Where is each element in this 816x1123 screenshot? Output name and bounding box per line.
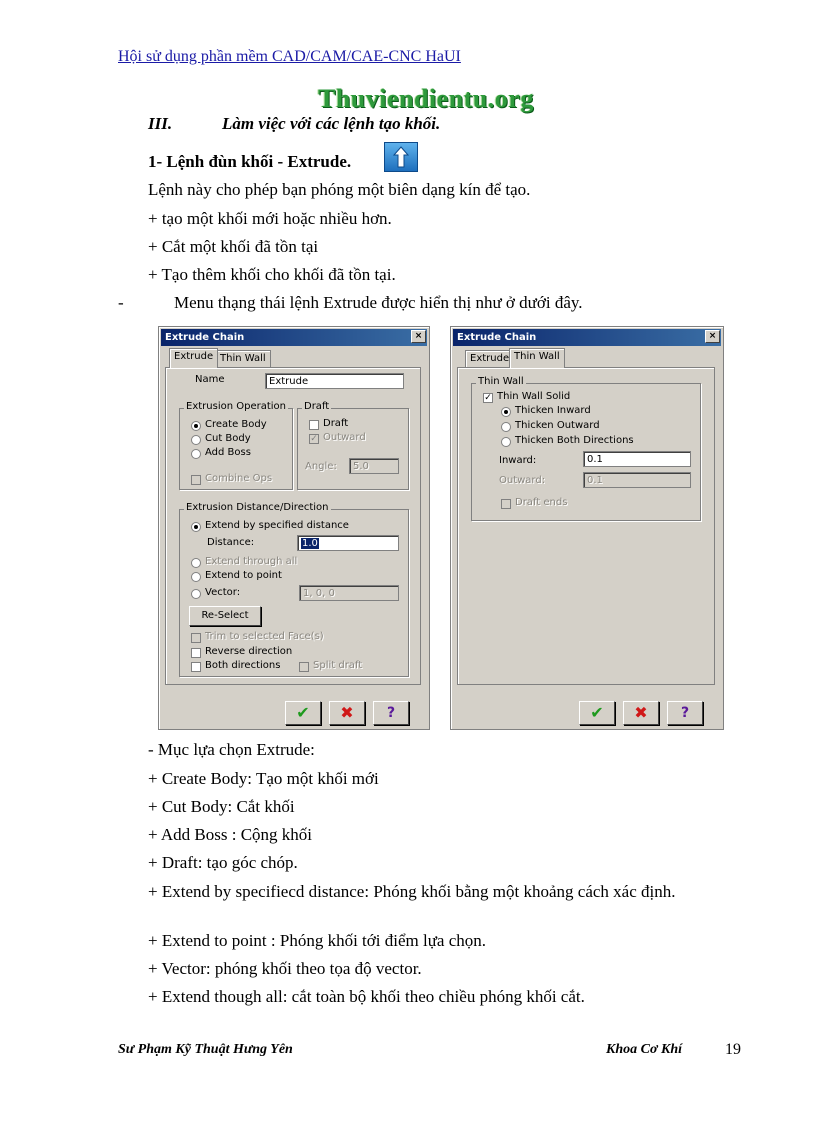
angle-input[interactable]: 5.0 [349,458,399,474]
thin-wall-solid-label: Thin Wall Solid [497,391,571,402]
trim-checkbox[interactable] [191,633,201,643]
tail-line: + Extend to point : Phóng khối tới điểm lựa chọn. [148,931,487,950]
body-line: + Add Boss : Cộng khối [148,825,313,844]
watermark-logo: Thuviendientu.org [318,84,534,113]
group-title: Draft [304,401,330,412]
dialog-title: Extrude Chain [161,329,427,346]
angle-label: Angle: [305,461,337,472]
group-title: Extrusion Operation [186,401,286,412]
thicken-outward-radio[interactable] [501,422,511,432]
thicken-both-radio[interactable] [501,437,511,447]
bullet-dash: - [118,293,124,312]
footer-right: Khoa Cơ Khí [606,1042,682,1057]
help-button[interactable]: ? [373,701,409,725]
combine-ops-label: Combine Ops [205,473,273,484]
inward-label: Inward: [499,455,537,466]
intro-line: Lệnh này cho phép bạn phóng một biên dạng kín để tạo. [148,180,531,199]
split-draft-label: Split draft [313,660,363,671]
outward-checkbox[interactable]: ✓ [310,434,318,444]
subsection-title: 1- Lệnh đùn khối - Extrude. [148,152,352,171]
inward-input[interactable]: 0.1 [583,451,691,467]
tail-line: + Extend though all: cắt toàn bộ khối theo chiều phóng khối cắt. [148,987,585,1006]
name-label: Name [195,374,225,385]
both-directions-checkbox[interactable] [191,662,201,672]
cut-body-radio[interactable] [191,435,201,445]
thicken-inward-radio[interactable] [501,407,511,417]
intro-line: + Tạo thêm khối cho khối đã tồn tại. [148,265,396,284]
extend-through-all-radio[interactable] [191,558,201,568]
page-header: Hội sử dụng phần mềm CAD/CAM/CAE-CNC HaUI [118,48,461,65]
extrude-icon [384,142,418,172]
tab-extrude[interactable]: Extrude [169,348,218,368]
extend-to-point-radio[interactable] [191,572,201,582]
extend-by-distance-radio[interactable] [191,522,201,532]
ok-button[interactable]: ✔ [285,701,321,725]
reselect-button[interactable]: Re-Select [189,606,261,626]
help-button[interactable]: ? [667,701,703,725]
close-button[interactable]: × [411,330,426,343]
name-input[interactable]: Extrude [265,373,404,389]
vector-input[interactable]: 1, 0, 0 [299,585,399,601]
outward-label: Outward [323,432,366,443]
vector-label: Vector: [205,587,241,598]
menu-line: Menu thạng thái lệnh Extrude được hiển thị như ở dưới đây. [174,293,583,312]
body-line: + Draft: tạo góc chóp. [148,853,298,872]
draft-ends-checkbox[interactable] [501,499,511,509]
trim-label: Trim to selected Face(s) [205,631,324,642]
extend-to-point-label: Extend to point [205,570,282,581]
group-title: Extrusion Distance/Direction [186,502,329,513]
distance-label: Distance: [207,537,255,548]
page-number: 19 [725,1041,741,1058]
combine-ops-checkbox[interactable] [191,475,201,485]
add-boss-label: Add Boss [205,447,251,458]
tail-line: + Vector: phóng khối theo tọa độ vector. [148,959,422,978]
reverse-direction-label: Reverse direction [205,646,293,657]
draft-checkbox[interactable] [309,420,319,430]
split-draft-checkbox[interactable] [299,662,309,672]
thicken-both-label: Thicken Both Directions [515,435,634,446]
intro-line: + tạo một khối mới hoặc nhiều hơn. [148,209,392,228]
intro-line: + Cắt một khối đã tồn tại [148,237,319,256]
body-line: + Cut Body: Cắt khối [148,797,295,816]
extend-through-all-label: Extend through all [205,556,298,567]
group-title: Thin Wall [478,376,524,387]
section-title: Làm việc với các lệnh tạo khối. [222,114,441,133]
create-body-radio[interactable] [191,421,201,431]
tab-extrude[interactable]: Extrude [465,350,514,367]
thicken-outward-label: Thicken Outward [515,420,600,431]
cancel-button[interactable]: ✖ [623,701,659,725]
thin-wall-solid-checkbox[interactable]: ✓ [484,393,492,403]
body-line: - Mục lựa chọn Extrude: [148,740,315,759]
dialog-title: Extrude Chain [453,329,721,346]
thicken-inward-label: Thicken Inward [515,405,591,416]
footer-left: Sư Phạm Kỹ Thuật Hưng Yên [118,1042,293,1057]
cut-body-label: Cut Body [205,433,251,444]
tab-thin-wall[interactable]: Thin Wall [215,350,271,367]
distance-value: 1.0 [302,538,318,549]
ok-button[interactable]: ✔ [579,701,615,725]
extrude-chain-dialog [158,326,430,730]
outward-label: Outward: [499,475,546,486]
draft-ends-label: Draft ends [515,497,568,508]
distance-input[interactable] [297,535,399,551]
add-boss-radio[interactable] [191,449,201,459]
thin-wall-dialog [450,326,724,730]
close-button[interactable]: × [705,330,720,343]
outward-input[interactable]: 0.1 [583,472,691,488]
tab-thin-wall[interactable]: Thin Wall [509,348,565,368]
reverse-direction-checkbox[interactable] [191,648,201,658]
extend-paragraph: + Extend by specifiecd distance: Phóng khối bằng một khoảng cách xác định. [148,882,676,901]
both-directions-label: Both directions [205,660,281,671]
vector-radio[interactable] [191,589,201,599]
body-line: + Create Body: Tạo một khối mới [148,769,379,788]
create-body-label: Create Body [205,419,267,430]
draft-label: Draft [323,418,349,429]
section-number: III. [148,114,173,133]
extend-by-distance-label: Extend by specified distance [205,520,349,531]
cancel-button[interactable]: ✖ [329,701,365,725]
